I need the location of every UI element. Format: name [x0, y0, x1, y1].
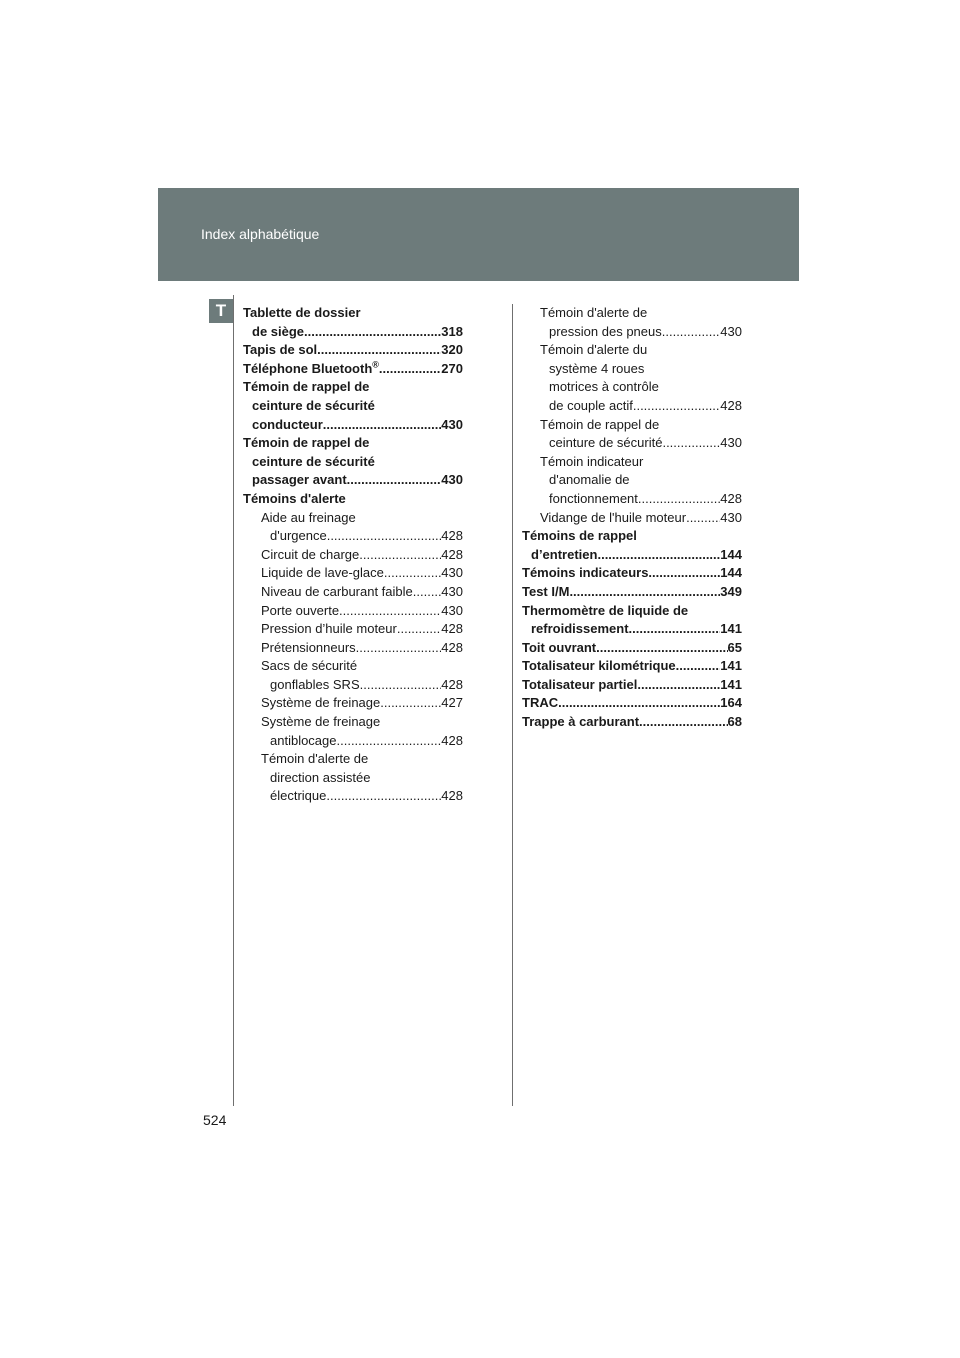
page-ref: 430: [441, 602, 463, 618]
page-number: 524: [203, 1112, 227, 1128]
index-entry: Témoins d'alerte: [243, 490, 346, 506]
index-subentry: Système de freinage: [261, 714, 381, 730]
index-entry: Tablette de dossier: [243, 305, 361, 320]
index-subentry[interactable]: antiblocage ..... 428: [243, 732, 463, 751]
page-ref: 430: [720, 435, 742, 451]
index-subentry[interactable]: Niveau de carburant faible ..... 430: [243, 583, 463, 602]
index-entry: Thermomètre de liquide de: [522, 602, 689, 618]
page-ref: 428: [441, 788, 463, 804]
index-subentry: Témoin de rappel de: [540, 416, 660, 432]
page-ref: 144: [720, 546, 742, 562]
index-entry: Témoins de rappel: [522, 528, 637, 544]
index-subentry: motrices à contrôle: [549, 379, 659, 395]
index-entry: ceinture de sécurité: [252, 453, 375, 469]
index-subentry: Témoin indicateur: [540, 453, 644, 469]
page-ref: 430: [441, 416, 463, 432]
index-subentry[interactable]: Prétensionneurs ..... 428: [243, 639, 463, 658]
header-title: Index alphabétique: [201, 226, 320, 242]
page-ref: 68: [727, 714, 742, 730]
page-ref: 428: [441, 528, 463, 544]
index-entry[interactable]: Totalisateur partiel ..... 141: [522, 676, 742, 695]
index-entry[interactable]: conducteur ..... 430: [243, 416, 463, 435]
page-ref: 428: [441, 732, 463, 748]
index-subentry: Aide au freinage: [261, 509, 356, 525]
section-header: [158, 188, 799, 281]
index-entry[interactable]: Toit ouvrant ..... 65: [522, 639, 742, 658]
page-ref: 428: [720, 397, 742, 413]
index-subentry[interactable]: Système de freinage ..... 427: [243, 694, 463, 713]
page-ref: 430: [441, 583, 463, 599]
page-ref: 141: [720, 658, 742, 674]
page-ref: 430: [441, 565, 463, 581]
index-entry[interactable]: d’entretien ..... 144: [522, 546, 742, 565]
index-subentry: Témoin d'alerte de: [540, 305, 648, 320]
page-ref: 428: [441, 639, 463, 655]
index-subentry[interactable]: Liquide de lave-glace ..... 430: [243, 564, 463, 583]
index-column-1: [243, 304, 463, 806]
page-ref: 430: [720, 509, 742, 525]
index-entry: Témoin de rappel de: [243, 435, 370, 451]
page-ref: 141: [720, 676, 742, 692]
index-subentry: direction assistée: [270, 769, 371, 785]
index-entry[interactable]: Totalisateur kilométrique ..... 141: [522, 657, 742, 676]
page-ref: 428: [441, 621, 463, 637]
column-divider: [512, 304, 513, 1106]
page-ref: 428: [441, 546, 463, 562]
page-ref: 427: [441, 695, 463, 711]
index-subentry[interactable]: gonflables SRS ..... 428: [243, 676, 463, 695]
index-subentry[interactable]: de couple actif ..... 428: [522, 397, 742, 416]
index-entry[interactable]: passager avant ..... 430: [243, 471, 463, 490]
page-ref: 349: [720, 583, 742, 599]
index-entry: ceinture de sécurité: [252, 397, 375, 413]
index-subentry[interactable]: Circuit de charge ..... 428: [243, 546, 463, 565]
index-subentry: Témoin d'alerte de: [261, 751, 369, 767]
index-entry[interactable]: de siège ..... 318: [243, 323, 463, 342]
index-entry[interactable]: refroidissement ..... 141: [522, 620, 742, 639]
page-ref: 164: [720, 695, 742, 711]
index-column-2: [522, 304, 742, 732]
page-ref: 270: [441, 360, 463, 376]
index-subentry[interactable]: fonctionnement ..... 428: [522, 490, 742, 509]
index-entry[interactable]: Trappe à carburant ..... 68: [522, 713, 742, 732]
index-subentry: Témoin d'alerte du: [540, 342, 648, 358]
index-subentry[interactable]: d'urgence ..... 428: [243, 527, 463, 546]
page-ref: 430: [720, 323, 742, 339]
index-subentry[interactable]: électrique ..... 428: [243, 787, 463, 806]
index-subentry: Sacs de sécurité: [261, 658, 358, 674]
index-entry[interactable]: Témoins indicateurs ..... 144: [522, 564, 742, 583]
index-subentry[interactable]: pression des pneus ..... 430: [522, 323, 742, 342]
index-entry[interactable]: Test I/M ..... 349: [522, 583, 742, 602]
section-letter-tab: T: [209, 299, 233, 323]
page-ref: 430: [441, 472, 463, 488]
index-entry[interactable]: Téléphone Bluetooth® ..... 270: [243, 360, 463, 379]
index-subentry: système 4 roues: [549, 360, 645, 376]
index-subentry[interactable]: Porte ouverte ..... 430: [243, 602, 463, 621]
page-ref: 141: [720, 621, 742, 637]
index-subentry[interactable]: Vidange de l'huile moteur ..... 430: [522, 509, 742, 528]
index-subentry[interactable]: ceinture de sécurité ..... 430: [522, 434, 742, 453]
index-entry[interactable]: TRAC ..... 164: [522, 694, 742, 713]
page-ref: 428: [441, 676, 463, 692]
index-entry: Témoin de rappel de: [243, 379, 370, 395]
page-ref: 144: [720, 565, 742, 581]
index-subentry[interactable]: Pression d’huile moteur ..... 428: [243, 620, 463, 639]
page-ref: 318: [441, 323, 463, 339]
index-subentry: d'anomalie de: [549, 472, 630, 488]
left-divider: [233, 295, 234, 1106]
page-ref: 65: [727, 639, 742, 655]
page-ref: 428: [720, 490, 742, 506]
index-entry[interactable]: Tapis de sol ..... 320: [243, 341, 463, 360]
registered-mark: ®: [372, 359, 379, 370]
page-ref: 320: [441, 342, 463, 358]
